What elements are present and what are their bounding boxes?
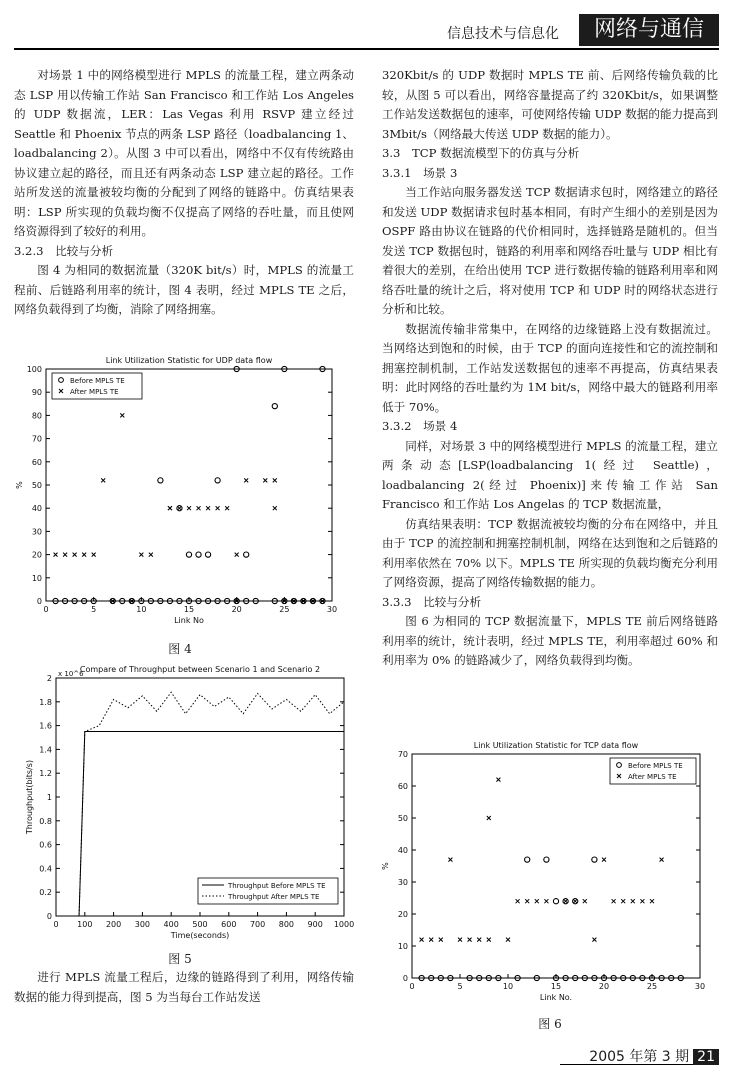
x-tick-label: 0 xyxy=(53,920,59,929)
x-tick-label: 400 xyxy=(163,920,179,929)
x-tick-label: 0 xyxy=(409,982,415,991)
x-tick-label: 600 xyxy=(221,920,237,929)
heading-3-3-1: 3.3.1 场景 3 xyxy=(382,165,458,180)
legend-label: After MPLS TE xyxy=(628,773,677,781)
data-point-after xyxy=(602,858,606,862)
data-point-after xyxy=(487,816,491,820)
y-tick-label: 60 xyxy=(31,457,42,467)
data-point-after xyxy=(477,938,481,942)
data-point-after xyxy=(468,938,472,942)
plot-frame xyxy=(46,369,332,601)
right-column xyxy=(382,66,718,671)
left-paragraph-3: 进行 MPLS 流量工程后，边缘的链路得到了利用，网络传输数据的能力得到提高，图 5 为当每台工作站发送 xyxy=(14,970,354,1004)
data-point-after xyxy=(448,858,452,862)
data-point-after xyxy=(216,506,220,510)
chart-title: Link Utilization Statistic for UDP data flow xyxy=(105,356,273,365)
data-point-after xyxy=(592,938,596,942)
data-point-after xyxy=(139,553,143,557)
data-point-after xyxy=(168,506,172,510)
x-tick-label: 30 xyxy=(694,982,706,991)
y-tick-label: 0 xyxy=(402,974,408,983)
data-point-before xyxy=(186,552,191,557)
data-point-after xyxy=(660,858,664,862)
heading-3-3: 3.3 TCP 数据流模型下的仿真与分析 xyxy=(382,146,580,160)
data-point-after xyxy=(573,899,577,903)
y-tick-label: 1.8 xyxy=(39,697,52,707)
data-point-before xyxy=(525,857,530,862)
y-tick-label: 90 xyxy=(31,388,42,398)
data-point-after xyxy=(506,938,510,942)
legend-label: Before MPLS TE xyxy=(70,377,125,385)
y-tick-label: 70 xyxy=(31,434,42,444)
y-tick-label: 20 xyxy=(31,550,42,560)
data-point-after xyxy=(273,478,277,482)
data-point-after xyxy=(263,478,267,482)
y-tick-label: 50 xyxy=(397,814,408,823)
data-point-before xyxy=(553,899,558,904)
x-axis-label: Link No xyxy=(174,616,204,625)
y-axis-label: % xyxy=(15,481,24,489)
data-point-after xyxy=(544,899,548,903)
x-tick-label: 15 xyxy=(550,982,562,991)
x-tick-label: 900 xyxy=(307,920,323,929)
data-point-before xyxy=(544,857,549,862)
data-point-after xyxy=(612,899,616,903)
y-multiplier: x 10^6 xyxy=(58,670,84,678)
x-tick-label: 10 xyxy=(136,605,147,614)
y-tick-label: 1.4 xyxy=(39,745,52,755)
y-tick-label: 0.6 xyxy=(39,840,52,850)
x-tick-label: 10 xyxy=(502,982,514,991)
page-number: 21 xyxy=(693,1049,719,1065)
legend-label: Throughput After MPLS TE xyxy=(228,893,320,901)
data-point-after xyxy=(149,553,153,557)
figure-5 xyxy=(10,662,355,947)
x-tick-label: 30 xyxy=(326,605,338,614)
heading-3-2-3: 3.2.3 比较与分析 xyxy=(14,243,114,258)
data-point-after xyxy=(487,938,491,942)
data-point-after xyxy=(420,938,424,942)
y-axis-label: Throughput(bits/s) xyxy=(25,759,34,835)
right-paragraph-6: 图 6 为相同的 TCP 数据流量下，MPLS TE 前后网络链路利用率的统计，统计表明，经过 MPLS TE，利用率超过 60% 和利用率为 0% 的链路减少了，网络负载得到均衡。 xyxy=(382,614,718,667)
data-point-before xyxy=(158,478,163,483)
x-axis-label: Link No. xyxy=(539,993,573,1002)
x-tick-label: 0 xyxy=(43,605,49,614)
data-point-after xyxy=(516,899,520,903)
header-column-title: 网络与通信 xyxy=(579,14,719,46)
data-point-after xyxy=(621,899,625,903)
heading-3-3-3: 3.3.3 比较与分析 xyxy=(382,594,482,609)
data-point-after xyxy=(225,506,229,510)
y-tick-label: 40 xyxy=(397,846,408,855)
data-point-after xyxy=(525,899,529,903)
y-tick-label: 1.6 xyxy=(39,721,52,731)
x-tick-label: 700 xyxy=(249,920,266,929)
plot-frame xyxy=(412,754,700,978)
left-paragraph-2: 图 4 为相同的数据流量（320K bit/s）时，MPLS 的流量工程前、后链路利用率的统计，图 4 表明，经过 MPLS TE 之后，网络负载得到了均衡，消除了网络拥塞。 xyxy=(14,263,354,316)
y-tick-label: 0.2 xyxy=(39,888,52,898)
data-point-after xyxy=(535,899,539,903)
data-point-before xyxy=(592,857,597,862)
y-axis-label: % xyxy=(381,862,390,870)
figure-4-chart xyxy=(10,355,350,635)
data-point-after xyxy=(564,899,568,903)
right-paragraph-5: 仿真结果表明：TCP 数据流被较均衡的分布在网络中，并且由于 TCP 的流控制和拥塞控制机制，网络在达到饱和之后链路的利用率依然在 70% 以下。MPLS TE 所实现的负载均衡充分利用了网络资源，提高了网络传输数据的能力。 xyxy=(382,516,718,589)
x-tick-label: 20 xyxy=(598,982,610,991)
data-point-after xyxy=(235,553,239,557)
data-point-after xyxy=(429,938,433,942)
header-section: 信息技术与信息化 xyxy=(447,26,559,42)
right-paragraph-4: 同样，对场景 3 中的网络模型进行 MPLS 的流量工程，建立两条动态[LSP(loadbalancing 1(经过 Seattle)，loadbalancing 2(经过 Phoenix)]来传输工作站 San Francisco 和工作站 Los Angelas 的 TCP 数据流量， xyxy=(382,438,718,511)
data-point-after xyxy=(177,506,181,510)
right-paragraph-1: 320Kbit/s 的 UDP 数据时 MPLS TE 前、后网络传输负载的比较，从图 5 可以看出，网络容量提高了约 320Kbit/s，如果调整工作站发送数据包的速率，可使网络传输 UDP 数据的能力提高到 3Mbit/s（网络最大传送 UDP 数据的能力）。 xyxy=(382,68,718,141)
x-tick-label: 800 xyxy=(278,920,295,929)
data-point-after xyxy=(187,506,191,510)
data-point-after xyxy=(120,413,124,417)
y-tick-label: 40 xyxy=(31,504,42,514)
y-tick-label: 10 xyxy=(397,942,408,951)
data-point-after xyxy=(583,899,587,903)
figure-6-chart xyxy=(382,740,722,1010)
y-tick-label: 0.8 xyxy=(39,816,52,826)
data-point-after xyxy=(63,553,67,557)
data-point-before xyxy=(196,552,201,557)
figure-4 xyxy=(10,355,350,635)
y-tick-label: 30 xyxy=(31,527,42,537)
data-point-after xyxy=(197,506,201,510)
figure-5-chart xyxy=(10,662,355,947)
y-tick-label: 1 xyxy=(46,793,52,802)
chart-title: Link Utilization Statistic for TCP data flow xyxy=(473,741,639,750)
right-paragraph-2: 当工作站向服务器发送 TCP 数据请求包时，网络建立的路径和发送 UDP 数据请求包时基本相同，有时产生细小的差别是因为 OSPF 路由协议在链路的代价相同时，选择链路是随机的。但当发送 TCP 数据包时，链路的利用率和网络吞吐量与 UDP 相比有着很大的差别，在给出使用 TCP 进行数据传输的链路利用率和网络吞吐量的统计之后，将对使用 TCP 和 UDP 时的网络状态进行分析和比较。 xyxy=(382,185,718,316)
data-point-before xyxy=(244,552,249,557)
y-tick-label: 0 xyxy=(46,912,52,921)
y-tick-label: 30 xyxy=(397,878,408,887)
data-point-after xyxy=(244,478,248,482)
data-point-after xyxy=(101,478,105,482)
x-tick-label: 100 xyxy=(77,920,93,929)
y-tick-label: 70 xyxy=(397,750,408,759)
data-point-after xyxy=(650,899,654,903)
issue-label: 2005 年第 3 期 xyxy=(589,1049,690,1065)
figure-6 xyxy=(382,740,722,1010)
data-point-after xyxy=(640,899,644,903)
legend-label: After MPLS TE xyxy=(70,388,119,396)
y-tick-label: 0.4 xyxy=(39,864,52,874)
left-paragraph-1: 对场景 1 中的网络模型进行 MPLS 的流量工程，建立两条动态 LSP 用以传输工作站 San Francisco 和工作站 Los Angeles 的 UDP 数据流，LER：Las Vegas 利用 RSVP 建立经过 Seattle 和 Phoenix 节点的两条 LSP 路径（loadbalancing 1、loadbalancing 2）。从图 3 中可以看出，网络中不仅有传统路由协议建立起的路径，而且还有两条动态 LSP 建立起的路径。工作站所发送的流量被较均衡的分配到了网络的链路中。仿真结果表明：LSP 所实现的负载均衡不仅提高了网络的吞吐量，而且使网络资源得到了较好的利用。 xyxy=(14,68,354,238)
figure-6-caption: 图 6 xyxy=(538,1017,562,1031)
data-point-after xyxy=(273,506,277,510)
y-tick-label: 10 xyxy=(31,573,42,583)
x-tick-label: 500 xyxy=(192,920,208,929)
page-footer xyxy=(589,1046,719,1066)
y-tick-label: 2 xyxy=(46,674,52,683)
x-axis-label: Time(seconds) xyxy=(170,931,230,940)
data-point-after xyxy=(496,778,500,782)
data-point-before xyxy=(205,552,210,557)
x-tick-label: 200 xyxy=(105,920,122,929)
y-tick-label: 0 xyxy=(36,597,42,606)
data-point-before xyxy=(215,478,220,483)
x-tick-label: 5 xyxy=(91,605,97,614)
y-tick-label: 100 xyxy=(26,365,42,374)
data-point-after xyxy=(92,553,96,557)
x-tick-label: 300 xyxy=(134,920,151,929)
x-tick-label: 15 xyxy=(183,605,195,614)
data-point-after xyxy=(631,899,635,903)
data-point-after xyxy=(439,938,443,942)
y-tick-label: 1.2 xyxy=(39,769,52,779)
x-tick-label: 25 xyxy=(646,982,658,991)
data-point-after xyxy=(54,553,58,557)
legend-label: Throughput Before MPLS TE xyxy=(228,882,326,890)
x-tick-label: 1000 xyxy=(333,920,355,929)
data-point-after xyxy=(73,553,77,557)
data-point-before xyxy=(272,404,277,409)
chart-title: Compare of Throughput between Scenario 1 and Scenario 2 xyxy=(79,665,321,674)
y-tick-label: 20 xyxy=(397,910,408,919)
right-paragraph-3: 数据流传输非常集中，在网络的边缘链路上没有数据流过。当网络达到饱和的时候，由于 TCP 的面向连接性和它的流控制和拥塞控制机制，工作站发送数据包的速率不再提高，仿真结果表明：此时网络的吞吐量约为 1M bit/s，网络中最大的链路利用率低于 70%。 xyxy=(382,321,718,414)
heading-3-3-2: 3.3.2 场景 4 xyxy=(382,419,458,433)
x-tick-label: 20 xyxy=(231,605,242,614)
data-point-after xyxy=(458,938,462,942)
x-tick-label: 25 xyxy=(279,605,290,614)
x-tick-label: 5 xyxy=(457,982,463,991)
y-tick-label: 80 xyxy=(31,411,42,421)
y-tick-label: 60 xyxy=(397,782,408,791)
data-point-after xyxy=(82,553,86,557)
figure-4-caption: 图 4 xyxy=(168,642,192,656)
figure-5-caption: 图 5 xyxy=(168,952,192,966)
legend-label: Before MPLS TE xyxy=(628,762,683,770)
y-tick-label: 50 xyxy=(31,481,42,490)
left-column xyxy=(14,66,354,320)
data-point-after xyxy=(206,506,210,510)
page-header xyxy=(14,14,719,50)
